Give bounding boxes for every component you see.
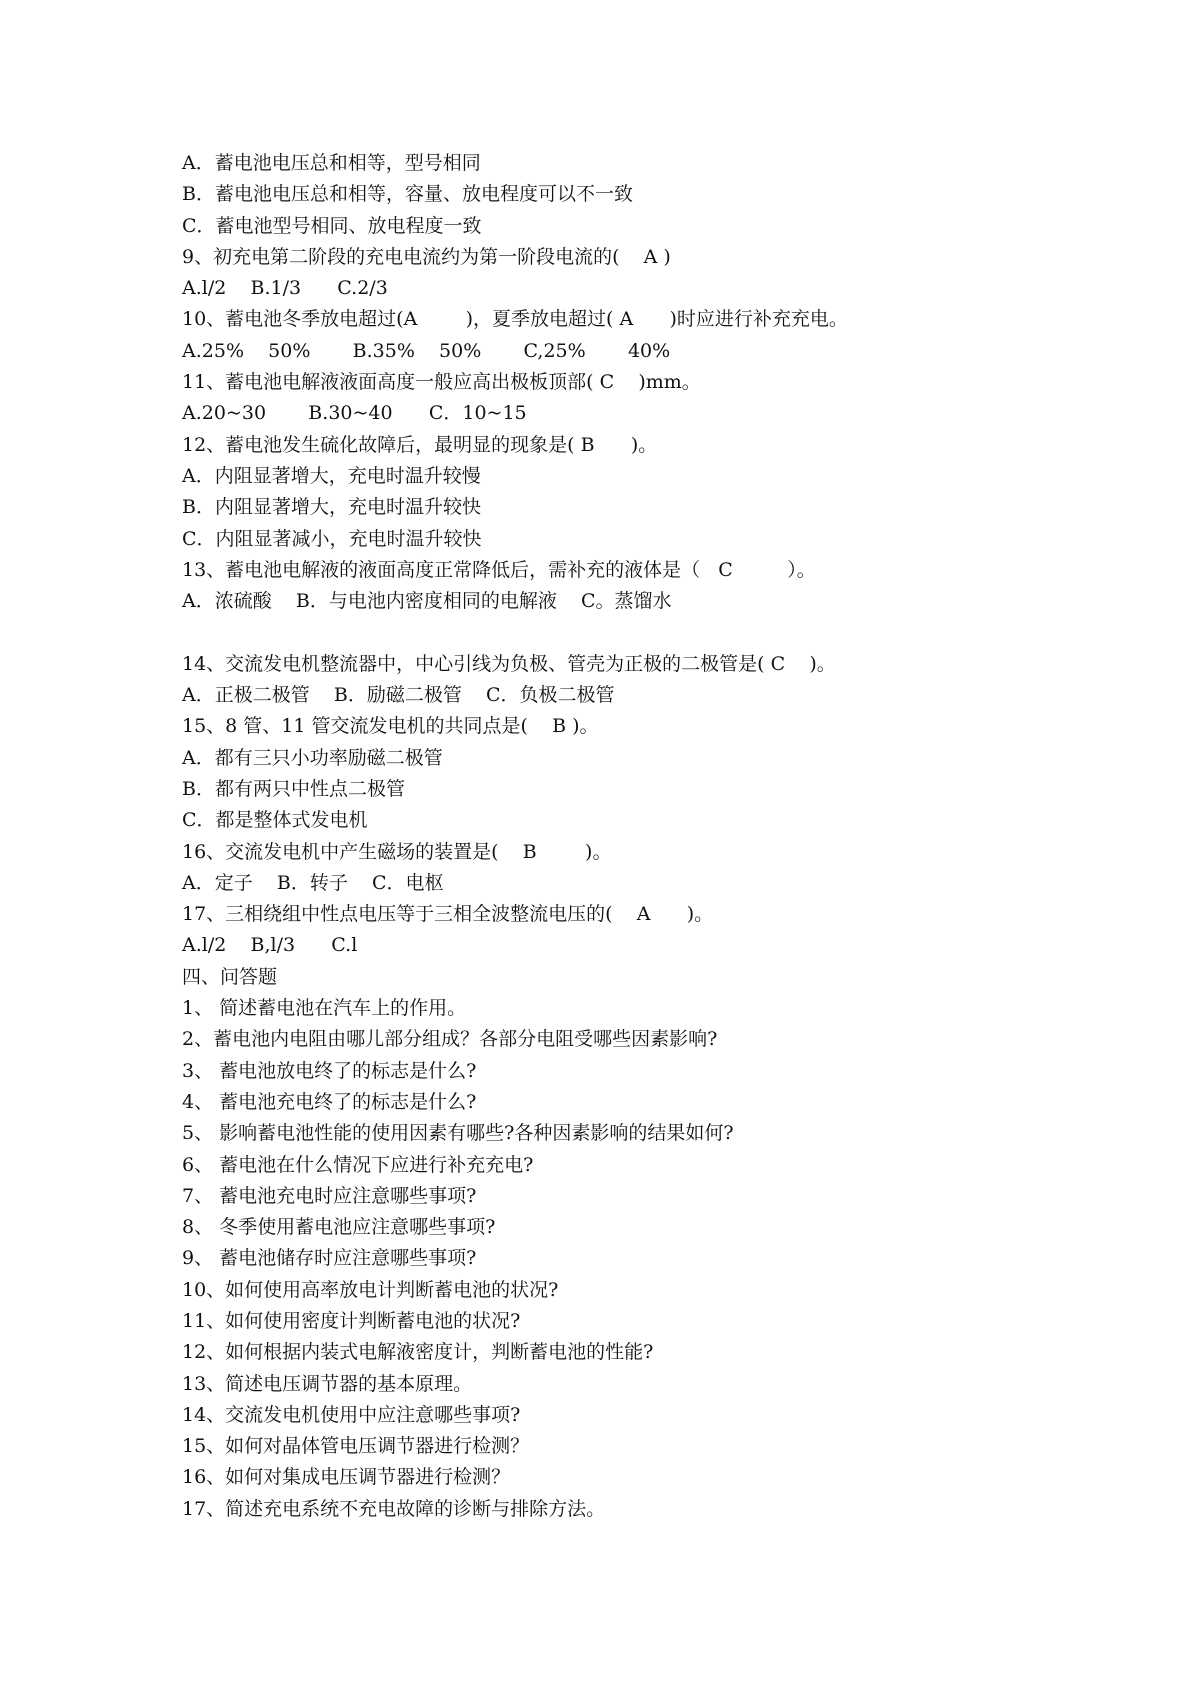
text-line: 11、如何使用密度计判断蓄电池的状况? xyxy=(182,1309,521,1332)
text-line: B．蓄电池电压总和相等，容量、放电程度可以不一致 xyxy=(182,183,633,206)
text-line: A.l/2 B.1/3 C.2/3 xyxy=(182,277,388,300)
text-line: A．定子 B．转子 C．电枢 xyxy=(182,871,444,894)
text-line: A．蓄电池电压总和相等，型号相同 xyxy=(182,152,481,174)
text-line: 15、如何对晶体管电压调节器进行检测？ xyxy=(182,1435,530,1458)
text-line: 14、交流发电机使用中应注意哪些事项? xyxy=(182,1403,521,1426)
text-line: 1、 简述蓄电池在汽车上的作用。 xyxy=(182,997,467,1020)
questions-block-b xyxy=(182,649,1142,1525)
text-line: C．内阻显著减小，充电时温升较快 xyxy=(182,527,482,550)
text-line: 10、蓄电池冬季放电超过(A )，夏季放电超过( A )时应进行补充充电。 xyxy=(182,308,848,331)
text-line: A.20~30 B.30~40 C．10~15 xyxy=(182,402,527,425)
text-line: 四、问答题 xyxy=(182,965,278,988)
text-line: 13、简述电压调节器的基本原理。 xyxy=(182,1372,473,1395)
text-line: A.l/2 B,l/3 C.l xyxy=(182,934,358,957)
text-line: 17、简述充电系统不充电故障的诊断与排除方法。 xyxy=(182,1497,606,1520)
text-line: B．内阻显著增大，充电时温升较快 xyxy=(182,496,481,519)
text-line: A．内阻显著增大，充电时温升较慢 xyxy=(182,464,481,487)
text-line: 10、如何使用高率放电计判断蓄电池的状况? xyxy=(182,1278,559,1301)
text-line: 16、交流发电机中产生磁场的装置是( B )。 xyxy=(182,840,612,863)
text-line: A．正极二极管 B．励磁二极管 C．负极二极管 xyxy=(182,684,615,707)
text-line: A．浓硫酸 B．与电池内密度相同的电解液 C。蒸馏水 xyxy=(182,590,672,613)
text-line: 14、交流发电机整流器中，中心引线为负极、管壳为正极的二极管是( C )。 xyxy=(182,652,836,675)
document-page xyxy=(182,148,1142,1525)
text-line: 4、 蓄电池充电终了的标志是什么? xyxy=(182,1090,477,1113)
text-line: C．都是整体式发电机 xyxy=(182,809,368,832)
text-line: 7、 蓄电池充电时应注意哪些事项? xyxy=(182,1184,477,1207)
text-line: 17、三相绕组中性点电压等于三相全波整流电压的( A )。 xyxy=(182,903,714,926)
blank-line xyxy=(182,617,1142,648)
text-line: A.25% 50% B.35% 50% C,25% 40% xyxy=(182,339,671,362)
text-line: 5、 影响蓄电池性能的使用因素有哪些?各种因素影响的结果如何? xyxy=(182,1122,734,1145)
text-line: B．都有两只中性点二极管 xyxy=(182,777,405,800)
text-line: A．都有三只小功率励磁二极管 xyxy=(182,746,443,769)
text-line: 6、 蓄电池在什么情况下应进行补充充电? xyxy=(182,1153,534,1176)
text-line: C．蓄电池型号相同、放电程度一致 xyxy=(182,214,482,237)
multiple-choice-block-a xyxy=(182,148,1142,617)
text-line: 3、 蓄电池放电终了的标志是什么? xyxy=(182,1059,477,1082)
text-line: 13、蓄电池电解液的液面高度正常降低后，需补充的液体是（ C ）。 xyxy=(182,558,816,581)
text-line: 16、如何对集成电压调节器进行检测？ xyxy=(182,1466,511,1489)
text-line: 15、8 管、11 管交流发电机的共同点是( B )。 xyxy=(182,715,599,738)
text-line: 2、蓄电池内电阻由哪儿部分组成？各部分电阻受哪些因素影响? xyxy=(182,1028,718,1051)
text-line: 8、 冬季使用蓄电池应注意哪些事项? xyxy=(182,1216,496,1239)
text-line: 12、如何根据内装式电解液密度计，判断蓄电池的性能? xyxy=(182,1341,654,1364)
text-line: 9、初充电第二阶段的充电电流约为第一阶段电流的( A ) xyxy=(182,245,671,268)
text-line: 11、蓄电池电解液液面高度一般应高出极板顶部( C )mm。 xyxy=(182,371,701,394)
text-line: 9、 蓄电池储存时应注意哪些事项? xyxy=(182,1247,477,1270)
text-line: 12、蓄电池发生硫化故障后，最明显的现象是( B )。 xyxy=(182,433,658,456)
